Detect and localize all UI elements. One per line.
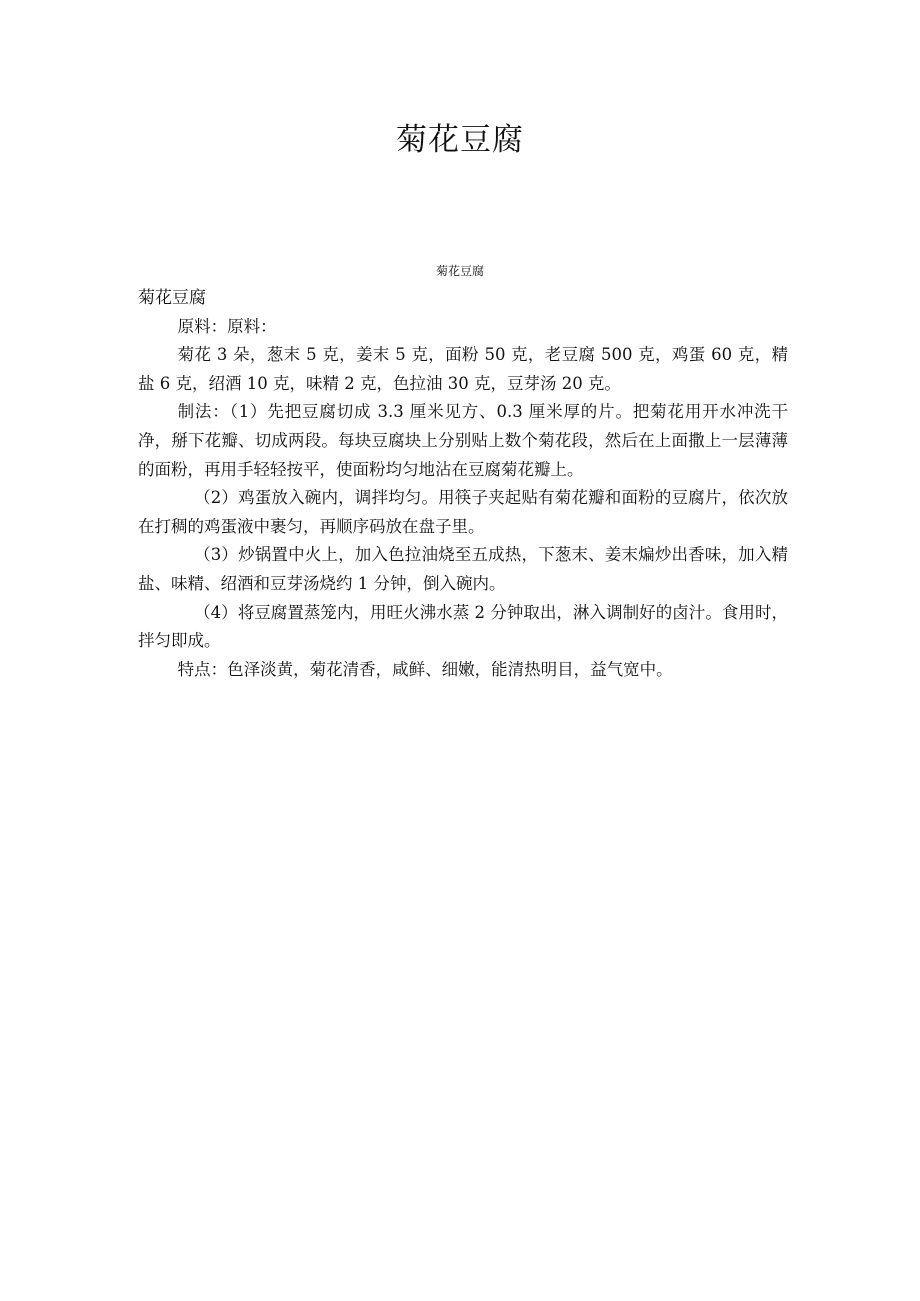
page-title: 菊花豆腐 [396, 122, 524, 158]
method-step-2: （2）鸡蛋放入碗内，调拌均匀。用筷子夹起贴有菊花瓣和面粉的豆腐片，依次放在打稠的鸡蛋液中裹匀，再顺序码放在盘子里。 [138, 488, 788, 536]
ingredients-list: 菊花 3 朵，葱末 5 克，姜末 5 克，面粉 50 克，老豆腐 500 克，鸡蛋 60 克，精盐 6 克，绍酒 10 克，味精 2 克，色拉油 30 克，豆芽汤 20 克。 [138, 345, 788, 393]
running-header: 菊花豆腐 [435, 264, 484, 278]
ingredients-label: 原料：原料： [177, 316, 277, 336]
method-step-1: 制法：（1）先把豆腐切成 3.3 厘米见方、0.3 厘米厚的片。把菊花用开水冲洗干净，掰下花瓣、切成两段。每块豆腐块上分别贴上数个菊花段，然后在上面撒上一层薄薄的面粉，再用手轻轻按平，使面粉均匀地沾在豆腐菊花瓣上。 [138, 402, 788, 479]
section-heading: 菊花豆腐 [138, 288, 206, 308]
method-step-3: （3）炒锅置中火上，加入色拉油烧至五成热，下葱末、姜末煸炒出香味，加入精盐、味精、绍酒和豆芽汤烧约 1 分钟，倒入碗内。 [138, 545, 788, 593]
features-paragraph: 特点：色泽淡黄，菊花清香，咸鲜、细嫩，能清热明目，益气宽中。 [177, 659, 673, 679]
document-body [138, 284, 788, 684]
method-step-4: （4）将豆腐置蒸笼内，用旺火沸水蒸 2 分钟取出，淋入调制好的卤汁。食用时，拌匀即成。 [138, 602, 788, 651]
